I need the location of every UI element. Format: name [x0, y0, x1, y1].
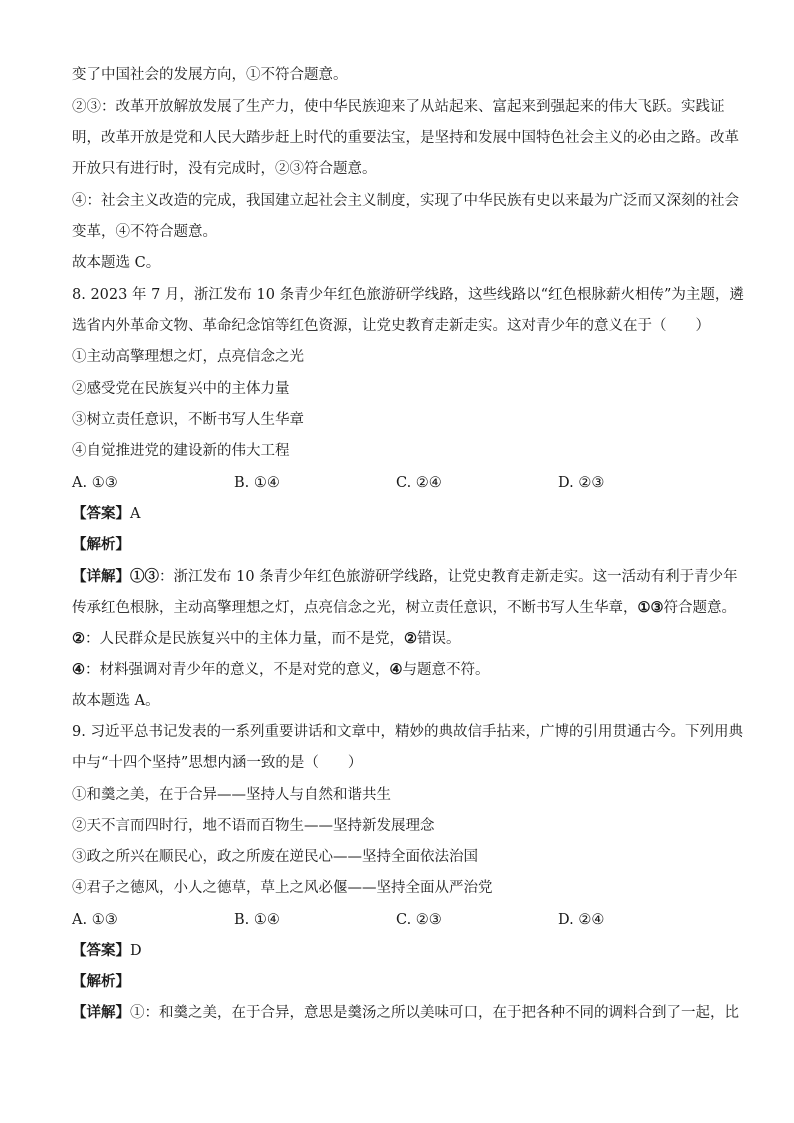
- text-line: ④：社会主义改造的完成，我国建立起社会主义制度，实现了中华民族有史以来最为广泛而又深刻的社会: [72, 193, 739, 209]
- detail-text: ①：和羹之美，在于合异，意思是羹汤之所以美味可口，在于把各种不同的调料合到了一起，比: [130, 1005, 739, 1021]
- answer-value: A: [130, 506, 141, 522]
- answer-tag: 【答案】: [72, 505, 130, 522]
- text-line: 开放只有进行时，没有完成时，②③符合题意。: [72, 161, 377, 177]
- detail-text: ：人民群众是民族复兴中的主体力量，而不是党，: [85, 631, 404, 647]
- text-line: 明，改革开放是党和人民大踏步赶上时代的重要法宝，是坚持和发展中国特色社会主义的必由之路。改革: [72, 130, 739, 146]
- option-a: A. ①③: [72, 475, 118, 491]
- text-line: 变了中国社会的发展方向，①不符合题意。: [72, 67, 348, 83]
- item-ref: ④: [389, 661, 403, 678]
- question-9-item: ①和羹之美，在于合异——坚持人与自然和谐共生: [72, 787, 391, 803]
- option-c: C. ②③: [396, 912, 442, 928]
- item-ref: ②: [72, 630, 85, 647]
- question-8-stem: 选省内外革命文物、革命纪念馆等红色资源，让党史教育走新走实。这对青少年的意义在于（ ）: [72, 318, 710, 334]
- question-9-item: ②天不言而四时行，地不语而百物生——坚持新发展理念: [72, 818, 435, 834]
- question-9-item: ④君子之德风，小人之德草，草上之风必偃——坚持全面从严治党: [72, 880, 493, 896]
- question-8-item: ③树立责任意识，不断书写人生华章: [72, 412, 304, 428]
- conclusion-line: 故本题选 A。: [72, 693, 160, 709]
- option-a: A. ①③: [72, 912, 118, 928]
- detail-line: [72, 568, 738, 586]
- question-8-stem: 8. 2023 年 7 月，浙江发布 10 条青少年红色旅游研学线路，这些线路以“红色根脉薪火相传”为主题，遴: [72, 287, 744, 303]
- text-line: ②③：改革开放解放发展了生产力，使中华民族迎来了从站起来、富起来到强起来的伟大飞跃。实践证: [72, 99, 725, 115]
- text-line: 故本题选 C。: [72, 255, 161, 271]
- detail-text: 符合题意。: [663, 600, 736, 616]
- detail-line: [72, 599, 736, 617]
- detail-line: [72, 1004, 739, 1022]
- question-9-stem: 中与“十四个坚持”思想内涵一致的是（ ）: [72, 755, 363, 771]
- detail-line: [72, 661, 722, 679]
- detail-tag: 【详解】: [72, 568, 130, 585]
- item-ref: ②: [404, 630, 417, 647]
- answer-line: [72, 505, 722, 523]
- question-8-item: ②感受党在民族复兴中的主体力量: [72, 381, 290, 397]
- option-d: D. ②③: [558, 475, 605, 491]
- answer-tag: 【答案】: [72, 942, 130, 959]
- question-9-stem: 9. 习近平总书记发表的一系列重要讲话和文章中，精妙的典故信手拈来，广博的引用贯通古今。下列用典: [72, 724, 743, 740]
- question-9-item: ③政之所兴在顺民心，政之所废在逆民心——坚持全面依法治国: [72, 849, 478, 865]
- option-d: D. ②④: [558, 912, 605, 928]
- detail-text: 错误。: [417, 631, 461, 647]
- question-8-item: ④自觉推进党的建设新的伟大工程: [72, 443, 290, 459]
- analysis-tag: 【解析】: [72, 536, 130, 553]
- item-ref: ①③: [130, 568, 159, 585]
- answer-value: D: [130, 943, 142, 959]
- option-c: C. ②④: [396, 475, 442, 491]
- text-line: 变革，④不符合题意。: [72, 224, 217, 240]
- option-b: B. ①④: [234, 912, 280, 928]
- analysis-tag: 【解析】: [72, 973, 130, 990]
- question-8-item: ①主动高擎理想之灯，点亮信念之光: [72, 349, 304, 365]
- item-ref: ①③: [637, 599, 664, 616]
- option-b: B. ①④: [234, 475, 280, 491]
- detail-text: 传承红色根脉，主动高擎理想之灯，点亮信念之光，树立责任意识，不断书写人生华章，: [72, 600, 638, 616]
- item-ref: ④: [72, 661, 85, 678]
- detail-text: ：材料强调对青少年的意义，不是对党的意义，: [85, 662, 390, 678]
- detail-tag: 【详解】: [72, 1004, 130, 1021]
- detail-text: ：浙江发布 10 条青少年红色旅游研学线路，让党史教育走新走实。这一活动有利于青少年: [159, 569, 738, 585]
- detail-line: [72, 630, 722, 648]
- answer-line: [72, 942, 722, 960]
- detail-text: 与题意不符。: [402, 662, 490, 678]
